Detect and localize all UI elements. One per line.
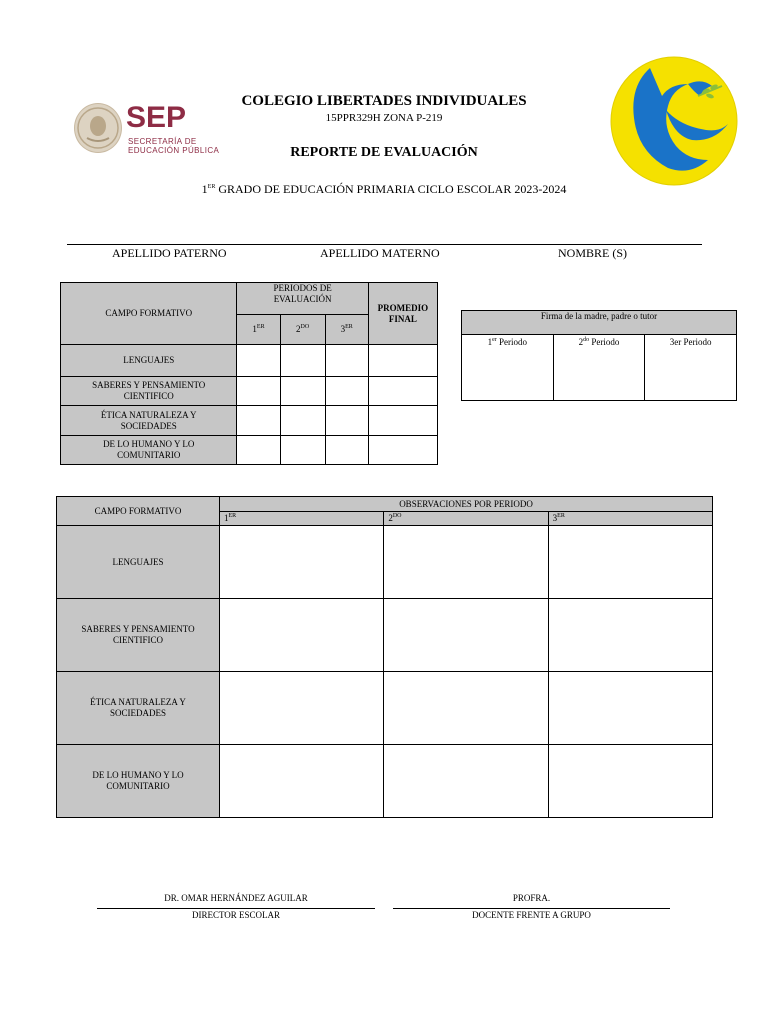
obs-periodos-header: OBSERVACIONES POR PERIODO bbox=[220, 497, 713, 512]
promedio-final-header: PROMEDIO FINAL bbox=[368, 283, 437, 345]
grade-cell[interactable] bbox=[237, 406, 280, 436]
obs-row-saberes: SABERES Y PENSAMIENTO CIENTIFICO bbox=[57, 599, 220, 672]
grade-cell[interactable] bbox=[280, 406, 325, 436]
national-emblem-icon bbox=[74, 103, 122, 153]
grade-cell[interactable] bbox=[280, 345, 325, 377]
teacher-name: PROFRA. bbox=[512, 893, 551, 903]
teacher-signature-line bbox=[393, 908, 670, 909]
report-title: REPORTE DE EVALUACIÓN bbox=[290, 145, 478, 160]
label-apellido-materno: APELLIDO MATERNO bbox=[320, 246, 440, 260]
label-apellido-paterno: APELLIDO PATERNO bbox=[112, 246, 227, 260]
teacher-role: DOCENTE FRENTE A GRUPO bbox=[472, 910, 591, 920]
promedio-cell[interactable] bbox=[368, 345, 437, 377]
director-signature-line bbox=[97, 908, 375, 909]
grade-line: 1ER GRADO DE EDUCACIÓN PRIMARIA CICLO ESCOLAR 2023-2024 bbox=[201, 182, 567, 196]
director-name: DR. OMAR HERNÁNDEZ AGUILAR bbox=[164, 893, 308, 903]
promedio-cell[interactable] bbox=[368, 377, 437, 406]
periodos-header: PERIODOS DE EVALUACIÓN bbox=[237, 283, 368, 315]
observations-table bbox=[56, 496, 713, 818]
grade-cell[interactable] bbox=[325, 406, 368, 436]
director-role: DIRECTOR ESCOLAR bbox=[191, 910, 281, 920]
promedio-cell[interactable] bbox=[368, 406, 437, 436]
promedio-cell[interactable] bbox=[368, 436, 437, 465]
grade-cell[interactable] bbox=[280, 436, 325, 465]
row-label-etica: ÉTICA NATURALEZA Y SOCIEDADES bbox=[61, 406, 237, 436]
grade-cell[interactable] bbox=[325, 377, 368, 406]
grade-cell[interactable] bbox=[325, 436, 368, 465]
obs-row-lenguajes: LENGUAJES bbox=[57, 526, 220, 599]
row-label-saberes: SABERES Y PENSAMIENTO CIENTIFICO bbox=[61, 377, 237, 406]
obs-period-3-header: 3ER bbox=[548, 512, 712, 526]
sep-subtitle-line1: SECRETARÍA DE bbox=[128, 137, 197, 146]
observation-cell[interactable] bbox=[548, 672, 712, 745]
obs-period-2-header: $2^{DO}$ bbox=[384, 512, 548, 526]
firma-header: Firma de la madre, padre o tutor bbox=[462, 311, 737, 335]
firma-period-1[interactable]: 1er Periodo bbox=[462, 335, 554, 401]
campo-formativo-header: CAMPO FORMATIVO bbox=[61, 283, 237, 345]
grades-table bbox=[60, 282, 438, 465]
label-nombre: NOMBRE (S) bbox=[558, 246, 628, 260]
sep-subtitle-line2: EDUCACIÓN PÚBLICA bbox=[128, 146, 220, 155]
observation-cell[interactable] bbox=[548, 745, 712, 818]
observation-cell[interactable] bbox=[548, 526, 712, 599]
observation-cell[interactable] bbox=[220, 672, 384, 745]
row-label-lenguajes: LENGUAJES bbox=[61, 345, 237, 377]
observation-cell[interactable] bbox=[220, 745, 384, 818]
signature-table bbox=[461, 310, 737, 401]
observation-cell[interactable] bbox=[384, 745, 548, 818]
sep-wordmark: SEP bbox=[126, 101, 187, 134]
grade-cell[interactable] bbox=[237, 377, 280, 406]
grade-cell[interactable] bbox=[237, 345, 280, 377]
obs-period-1-header: 1ER bbox=[220, 512, 384, 526]
period-3-header: 3ER bbox=[325, 315, 368, 345]
grade-cell[interactable] bbox=[325, 345, 368, 377]
row-label-humano: DE LO HUMANO Y LO COMUNITARIO bbox=[61, 436, 237, 465]
school-name: COLEGIO LIBERTADES INDIVIDUALES bbox=[241, 93, 527, 109]
obs-row-humano: DE LO HUMANO Y LO COMUNITARIO bbox=[57, 745, 220, 818]
observation-cell[interactable] bbox=[548, 599, 712, 672]
grade-cell[interactable] bbox=[237, 436, 280, 465]
observation-cell[interactable] bbox=[384, 599, 548, 672]
grade-cell[interactable] bbox=[280, 377, 325, 406]
student-name-line bbox=[67, 244, 702, 245]
observation-cell[interactable] bbox=[384, 526, 548, 599]
observation-cell[interactable] bbox=[220, 526, 384, 599]
firma-period-2[interactable]: $2^{do}$ Periodo bbox=[553, 335, 645, 401]
school-code: 15PPR329H ZONA P-219 bbox=[325, 112, 443, 124]
dove-icon bbox=[610, 56, 738, 186]
observation-cell[interactable] bbox=[220, 599, 384, 672]
firma-period-3[interactable]: 3er Periodo bbox=[645, 335, 737, 401]
period-2-header: $2^{DO}$ bbox=[280, 315, 325, 345]
observation-cell[interactable] bbox=[384, 672, 548, 745]
period-1-header: 1ER bbox=[237, 315, 280, 345]
obs-row-etica: ÉTICA NATURALEZA Y SOCIEDADES bbox=[57, 672, 220, 745]
obs-campo-header: CAMPO FORMATIVO bbox=[57, 497, 220, 526]
